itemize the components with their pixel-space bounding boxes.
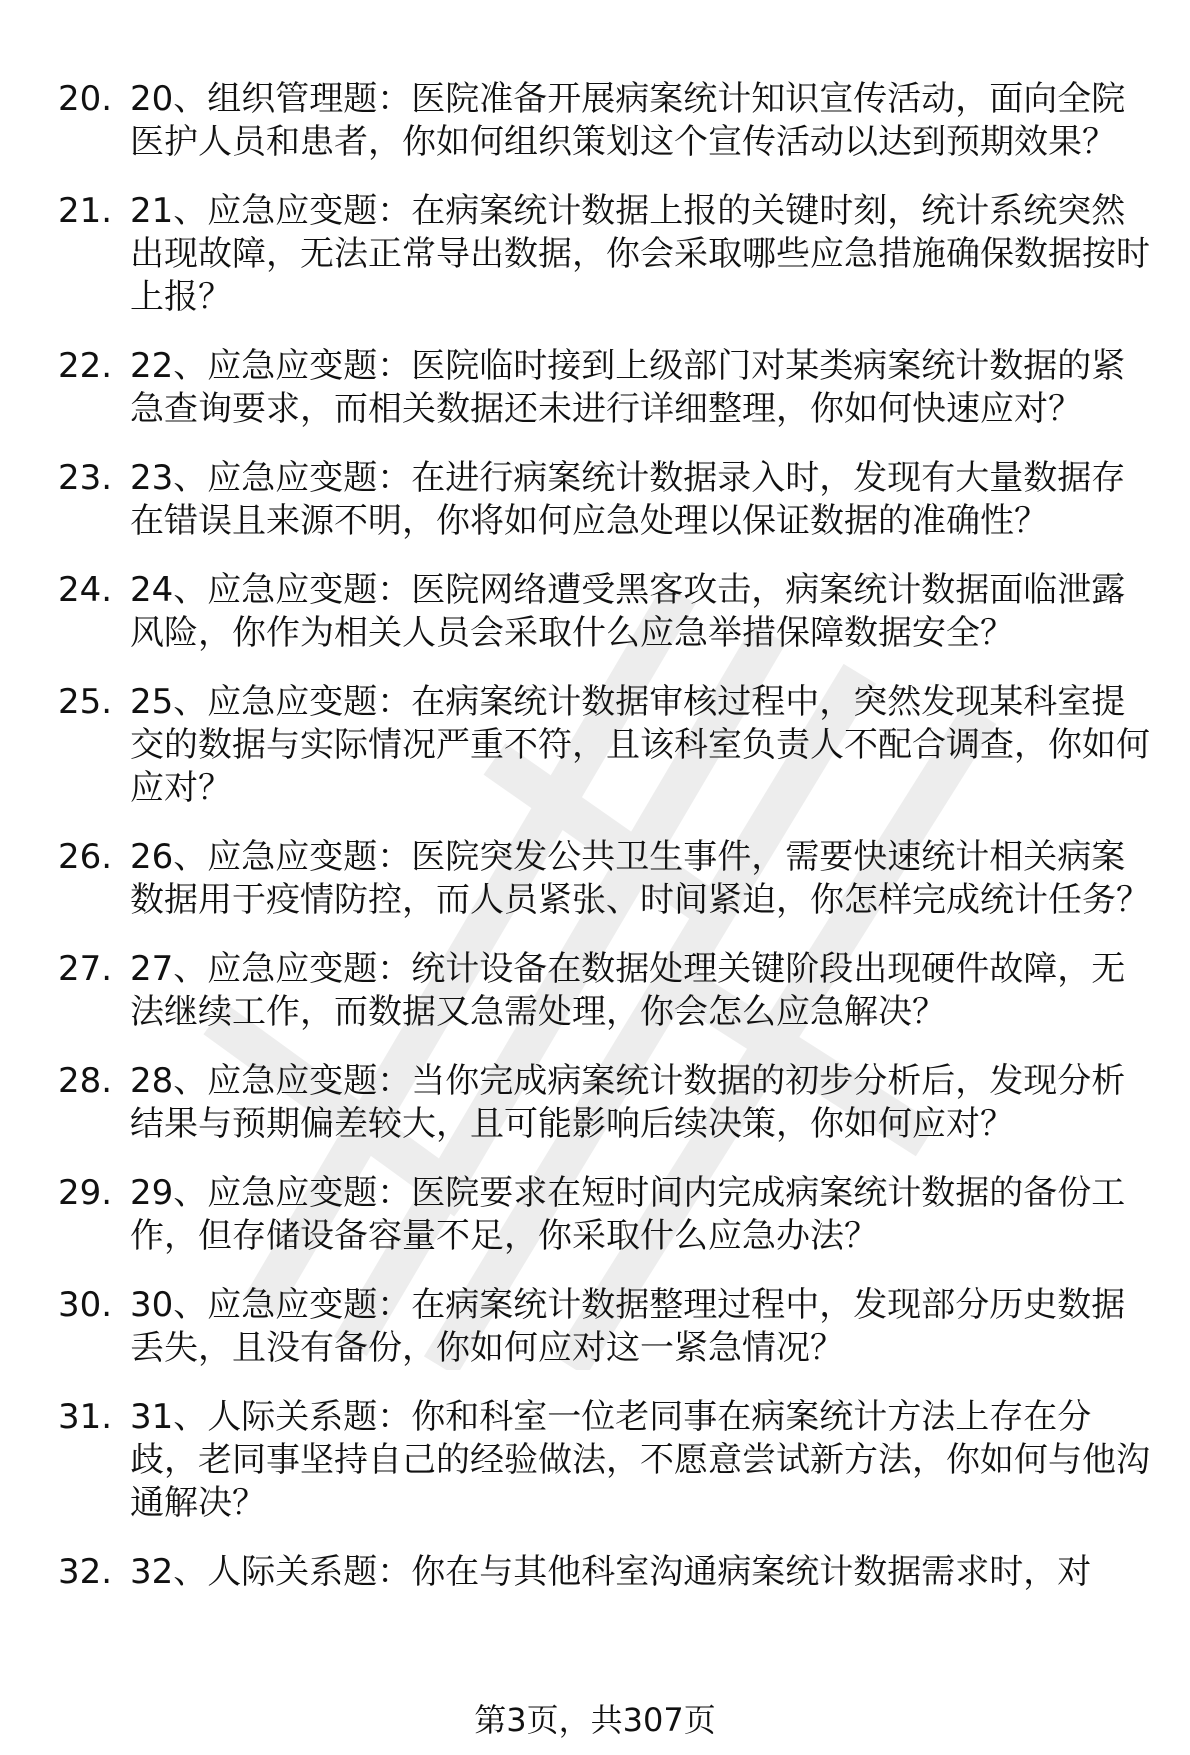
page-footer: 第3页，共307页 (474, 1701, 716, 1739)
item-text: 30、应急应变题：在病案统计数据整理过程中，发现部分历史数据丢失，且没有备份，你如何应对这一紧急情况？ (130, 1285, 1126, 1368)
item-text: 32、人际关系题：你在与其他科室沟通病案统计数据需求时，对 (130, 1552, 1092, 1592)
list-item (58, 836, 1154, 922)
item-number: 24. (58, 570, 113, 610)
item-text: 20、组织管理题：医院准备开展病案统计知识宣传活动，面向全院医护人员和患者，你如何组织策划这个宣传活动以达到预期效果？ (130, 79, 1126, 162)
item-number: 30. (58, 1285, 113, 1325)
list-item (58, 457, 1154, 543)
list-item (58, 1172, 1154, 1258)
item-text: 23、应急应变题：在进行病案统计数据录入时，发现有大量数据存在错误且来源不明，你将如何应急处理以保证数据的准确性？ (130, 458, 1126, 541)
list-item (58, 681, 1154, 810)
item-number: 32. (58, 1552, 113, 1592)
item-number: 26. (58, 837, 113, 877)
question-list (58, 78, 1154, 1620)
list-item (58, 948, 1154, 1034)
item-text: 27、应急应变题：统计设备在数据处理关键阶段出现硬件故障，无法继续工作，而数据又急需处理，你会怎么应急解决？ (130, 949, 1126, 1032)
list-item (58, 190, 1154, 319)
item-number: 20. (58, 79, 113, 119)
list-item (58, 345, 1154, 431)
item-text: 22、应急应变题：医院临时接到上级部门对某类病案统计数据的紧急查询要求，而相关数据还未进行详细整理，你如何快速应对？ (130, 346, 1126, 429)
item-text: 24、应急应变题：医院网络遭受黑客攻击，病案统计数据面临泄露风险，你作为相关人员会采取什么应急举措保障数据安全？ (130, 570, 1126, 653)
list-item (58, 1551, 1154, 1594)
item-text: 21、应急应变题：在病案统计数据上报的关键时刻，统计系统突然出现故障，无法正常导出数据，你会采取哪些应急措施确保数据按时上报？ (130, 191, 1150, 317)
item-text: 31、人际关系题：你和科室一位老同事在病案统计方法上存在分歧，老同事坚持自己的经验做法，不愿意尝试新方法，你如何与他沟通解决？ (130, 1397, 1150, 1523)
list-item (58, 1284, 1154, 1370)
item-number: 25. (58, 682, 113, 722)
item-text: 26、应急应变题：医院突发公共卫生事件，需要快速统计相关病案数据用于疫情防控，而人员紧张、时间紧迫，你怎样完成统计任务？ (130, 837, 1150, 920)
item-text: 25、应急应变题：在病案统计数据审核过程中，突然发现某科室提交的数据与实际情况严重不符，且该科室负责人不配合调查，你如何应对？ (130, 682, 1150, 808)
list-item (58, 1060, 1154, 1146)
item-text: 28、应急应变题：当你完成病案统计数据的初步分析后，发现分析结果与预期偏差较大，且可能影响后续决策，你如何应对？ (130, 1061, 1126, 1144)
item-number: 31. (58, 1397, 113, 1437)
item-number: 21. (58, 191, 113, 231)
item-number: 29. (58, 1173, 113, 1213)
item-number: 27. (58, 949, 113, 989)
item-number: 28. (58, 1061, 113, 1101)
list-item (58, 569, 1154, 655)
item-number: 23. (58, 458, 113, 498)
item-number: 22. (58, 346, 113, 386)
list-item (58, 78, 1154, 164)
item-text: 29、应急应变题：医院要求在短时间内完成病案统计数据的备份工作，但存储设备容量不足，你采取什么应急办法？ (130, 1173, 1126, 1256)
list-item (58, 1396, 1154, 1525)
